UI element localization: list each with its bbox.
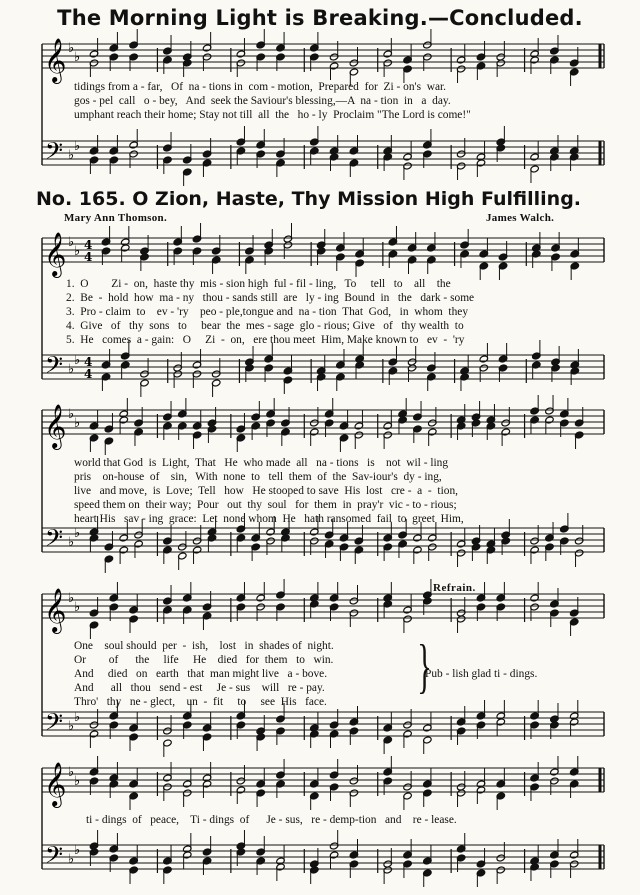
final-lyric-line: ti - dings of peace, Ti - dings of Je - sus, re - demp-tion and re - lease.: [86, 814, 457, 826]
verse-line: pris on-house of sin, With none to tell them of the Sav-iour's dy - ing,: [74, 471, 442, 483]
flat-sign: ♭: [68, 535, 75, 550]
treble-clef: 𝄞: [44, 588, 67, 632]
flat-sign: ♭: [68, 852, 75, 867]
verse-line: Thro' thy ne - glect, un - fit to see His face.: [74, 696, 327, 708]
flat-sign: ♭: [74, 843, 81, 858]
flat-sign: ♭: [74, 353, 81, 368]
bass-clef: 𝄢: [45, 524, 64, 557]
bass-staff: [42, 141, 604, 165]
lyric-line: tidings from a - far, Of na - tions in com - motion, Prepared for Zi - on's war.: [74, 81, 447, 93]
flat-sign: ♭: [74, 774, 81, 789]
flat-sign: ♭: [68, 719, 75, 734]
page-title: The Morning Light is Breaking.—Concluded.: [57, 6, 583, 30]
refrain-label: Refrain.: [433, 582, 476, 594]
verse-line: 2. Be - hold how ma - ny thou - sands still are ly - ing Bound in the dark - some: [66, 292, 475, 304]
verse-line: speed them on their way; Pour out thy soul for them in pray'r vic - to - rious;: [74, 499, 457, 511]
hymn-title: No. 165. O Zion, Haste, Thy Mission High Fulfilling.: [36, 188, 582, 210]
verse-brace: }: [417, 633, 432, 699]
author-credit: Mary Ann Thomson.: [64, 212, 168, 224]
verse-line: 1. O Zi - on, haste thy mis - sion high ful - fil - ling, To tell to all the: [66, 278, 451, 290]
verse-line: Or of the life He died for them to win.: [74, 654, 334, 666]
flat-sign: ♭: [74, 600, 81, 615]
flat-sign: ♭: [74, 139, 81, 154]
treble-clef: 𝄞: [44, 762, 67, 806]
flat-sign: ♭: [74, 50, 81, 65]
time-signature: 4: [84, 355, 93, 369]
lyric-line: gos - pel call o - bey, And seek the Saviour's blessing,—A na - tion in a day.: [74, 95, 451, 107]
treble-staff: [42, 594, 604, 618]
bass-staff: [42, 712, 604, 736]
bass-clef: 𝄢: [45, 137, 64, 170]
time-signature: 4: [84, 367, 93, 381]
verse-line: 4. Give of thy sons to bear the mes - sage glo - rious; Give of thy wealth to: [66, 320, 464, 332]
verse-line: world that God is Light, That He who made all na - tions is not wil - ling: [74, 457, 449, 469]
verse-line: 5. He comes a - gain: O Zi - on, ere thou meet Him, Make known to ev - 'ry: [66, 334, 465, 346]
lyric-line: umphant reach their home; Stay not till all the ho - ly Proclaim "The Lord is come!": [74, 109, 471, 121]
bass-clef: 𝄢: [45, 841, 64, 874]
flat-sign: ♭: [74, 526, 81, 541]
treble-staff: [42, 44, 604, 68]
flat-sign: ♭: [68, 148, 75, 163]
flat-sign: ♭: [68, 362, 75, 377]
treble-clef: 𝄞: [44, 232, 67, 276]
flat-sign: ♭: [68, 765, 75, 780]
treble-staff: [42, 768, 604, 792]
verse-line: heart His sav - ing grace: Let none whom He hath ransomed fail to greet Him,: [74, 513, 464, 525]
verse-line: And died on earth that man might live a - bove.: [74, 668, 328, 680]
treble-clef: 𝄞: [44, 404, 67, 448]
time-signature: 4: [84, 238, 93, 252]
bass-clef: 𝄢: [45, 708, 64, 741]
flat-sign: ♭: [68, 591, 75, 606]
flat-sign: ♭: [68, 41, 75, 56]
verse-line: And all thou send - est Je - sus will re - pay.: [74, 682, 325, 694]
verse-line: 3. Pro - claim to ev - 'ry peo - ple,tongue and na - tion That God, in whom they: [66, 306, 469, 318]
composer-credit: James Walch.: [486, 212, 555, 224]
verse-line: One soul should per - ish, lost in shades of night.: [74, 640, 334, 652]
flat-sign: ♭: [68, 407, 75, 422]
flat-sign: ♭: [74, 244, 81, 259]
verse-line: live and move, is Love; Tell how He stooped to save His lost cre - a - tion,: [74, 485, 458, 497]
flat-sign: ♭: [74, 710, 81, 725]
time-signature: 4: [84, 250, 93, 264]
treble-clef: 𝄞: [44, 38, 67, 82]
refrain-words: Pub - lish glad ti - dings.: [425, 668, 538, 680]
bass-clef: 𝄢: [45, 351, 64, 384]
flat-sign: ♭: [68, 235, 75, 250]
flat-sign: ♭: [74, 416, 81, 431]
bass-staff: [42, 845, 604, 869]
